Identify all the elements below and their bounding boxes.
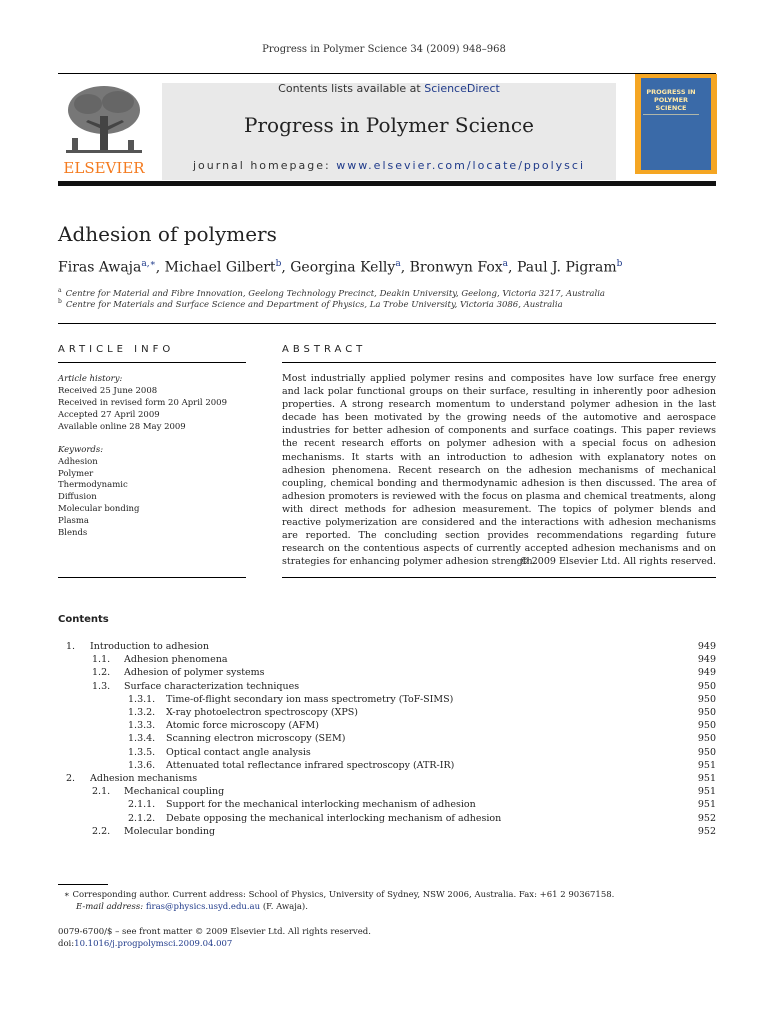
toc-page-number: 950 xyxy=(697,693,716,705)
toc-page-number: 949 xyxy=(697,654,716,666)
homepage-link[interactable]: www.elsevier.com/locate/ppolysci xyxy=(336,159,586,172)
doi-line: doi:10.1016/j.progpolymsci.2009.04.007 xyxy=(58,939,233,949)
doi-link[interactable]: 10.1016/j.progpolymsci.2009.04.007 xyxy=(74,939,233,949)
author-list: Firas Awaja$^{a,∗}$, Michael Gilbert$^b$, Georgina Kelly$^a$, Bronwyn Fox$^a$, Paul J. Pigram$^b$ xyxy=(58,259,623,276)
email-note: E-mail address: firas@physics.usyd.edu.au (F. Awaja). xyxy=(76,902,308,912)
elsevier-logo xyxy=(58,80,150,176)
toc-entry[interactable] xyxy=(0,799,768,812)
toc-number: 1.3.5. xyxy=(128,746,156,758)
article-title: Adhesion of polymers xyxy=(58,222,277,246)
keywords: Keywords: Adhesion Polymer Thermodynamic Diffusion Molecular bonding Plasma Blends xyxy=(58,445,248,539)
author-name: Paul J. Pigram xyxy=(516,259,617,276)
toc-page-number: 950 xyxy=(697,720,716,732)
article-info-heading: ARTICLE INFO xyxy=(58,344,175,355)
keyword: Adhesion xyxy=(58,456,98,467)
toc-number: 1.3.1. xyxy=(128,693,156,705)
toc-title[interactable]: Introduction to adhesion . . . xyxy=(90,641,688,652)
toc-number: 1.2. xyxy=(92,667,111,679)
history-item: Received in revised form 20 April 2009 xyxy=(58,398,227,408)
abstract-text: Most industrially applied polymer resins and composites have low surface free energy and lack polar functional groups on their surface, resulting in inherently poor adhesion properties. A strong research momentum to understand polymer adhesion in the last decade has been motivated by the growing needs of the automotive and aerospace industries for better adhesion of components and surface coatings. This paper reviews the recent research efforts on polymer adhesion with a special focus on adhesion mechanisms. It starts with an introduction to adhesion with explanatory notes on adhesion phenomena. Recent research on the adhesion mechanisms of mechanical coupling, chemical bonding and thermodynamic adhesion is then discussed. The area of adhesion promoters is reviewed with the focus on plasma and chemical treatments, along with direct methods for adhesion measurement. The topics of polymer blends and reactive polymerization are considered and the interactions with adhesion mechanisms are reported. The concluding section provides recommendations regarding future research on the contentious aspects of currently accepted adhesion mechanisms and on strategies for enhancing polymer adhesion strength. xyxy=(282,373,716,568)
toc-page-number: 951 xyxy=(697,786,716,798)
toc-entry[interactable] xyxy=(0,786,768,799)
history-item: Accepted 27 April 2009 xyxy=(58,410,160,420)
toc-entry[interactable] xyxy=(0,681,768,694)
footnote-rule xyxy=(58,884,108,885)
toc-number: 2.1.1. xyxy=(128,799,156,811)
toc-page-number: 951 xyxy=(697,759,716,771)
toc-title[interactable]: Debate opposing the mechanical interlocking mechanism of adhesion . . . xyxy=(166,813,688,824)
toc-entry[interactable] xyxy=(0,747,768,760)
keyword: Molecular bonding xyxy=(58,503,140,514)
affiliation: $^b$ Centre for Materials and Surface Science and Department of Physics, La Trobe University, Victoria 3086, Australia xyxy=(58,298,563,310)
toc-entry[interactable] xyxy=(0,707,768,720)
toc-title[interactable]: Adhesion mechanisms . . . xyxy=(90,773,688,784)
author-affil-mark[interactable]: a xyxy=(502,259,509,269)
toc-title[interactable]: Atomic force microscopy (AFM) . . . xyxy=(166,720,688,731)
toc-number: 2.1.2. xyxy=(128,812,156,824)
contents-heading: Contents xyxy=(58,614,109,625)
journal-name: Progress in Polymer Science xyxy=(244,113,534,137)
abstract-rule xyxy=(282,362,716,363)
keyword: Plasma xyxy=(58,515,89,526)
author-name: Firas Awaja xyxy=(58,259,142,276)
toc-page-number: 950 xyxy=(697,733,716,745)
article-info-bottom-rule xyxy=(58,577,246,578)
toc-number: 1. xyxy=(66,641,76,652)
article-info-rule xyxy=(58,362,246,363)
author-affil-mark[interactable]: b xyxy=(275,259,282,269)
keyword: Blends xyxy=(58,527,88,538)
toc-number: 1.1. xyxy=(92,654,111,666)
toc-title[interactable]: Time-of-flight secondary ion mass spectrometry (ToF-SIMS) . . . xyxy=(166,694,688,705)
toc-entry[interactable] xyxy=(0,720,768,733)
toc-entry[interactable] xyxy=(0,826,768,839)
history-item: Received 25 June 2008 xyxy=(58,386,158,396)
toc-number: 1.3. xyxy=(92,680,111,692)
journal-homepage: journal homepage: www.elsevier.com/locate/ppolysci xyxy=(192,159,586,172)
toc-title[interactable]: Molecular bonding . . . xyxy=(124,826,688,837)
toc-entry[interactable] xyxy=(0,654,768,667)
toc-number: 2. xyxy=(66,773,76,784)
sciencedirect-link[interactable]: ScienceDirect xyxy=(424,82,500,95)
toc-number: 1.3.3. xyxy=(128,720,156,732)
toc-title[interactable]: Scanning electron microscopy (SEM) . . . xyxy=(166,733,688,744)
author-affil-mark[interactable]: a xyxy=(395,259,401,269)
toc-number: 1.3.4. xyxy=(128,733,156,745)
toc-page-number: 952 xyxy=(697,812,716,824)
toc-title[interactable]: Adhesion of polymer systems . . . xyxy=(124,667,688,678)
toc-entry[interactable] xyxy=(0,733,768,746)
author-name: Bronwyn Fox xyxy=(409,259,503,276)
toc-entry[interactable] xyxy=(0,694,768,707)
abstract-copyright: © 2009 Elsevier Ltd. All rights reserved. xyxy=(519,556,716,567)
toc-page-number: 950 xyxy=(697,746,716,758)
toc-number: 1.3.2. xyxy=(128,707,156,718)
abstract-heading: ABSTRACT xyxy=(282,344,367,355)
toc-number: 2.2. xyxy=(92,825,111,837)
author-name: Michael Gilbert xyxy=(164,259,276,276)
toc-title[interactable]: Mechanical coupling . . . xyxy=(124,786,688,797)
contents-available-line: Contents lists available at ScienceDirect xyxy=(278,82,500,95)
toc-entry[interactable] xyxy=(0,641,768,654)
author-name: Georgina Kelly xyxy=(290,259,396,276)
cover-title: PROGRESS IN POLYMER SCIENCE xyxy=(646,88,696,112)
issn-line: 0079-6700/$ – see front matter © 2009 Elsevier Ltd. All rights reserved. xyxy=(58,927,371,937)
toc-entry[interactable] xyxy=(0,813,768,826)
publisher-name: ELSEVIER xyxy=(63,159,145,176)
toc-page-number: 950 xyxy=(697,680,716,692)
author-affil-mark[interactable]: b xyxy=(616,259,623,269)
corresponding-author-note: ∗ Corresponding author. Current address: School of Physics, University of Sydney, NSW 2006, Australia. Fax: +61 2 90367158. xyxy=(64,890,615,900)
toc-page-number: 951 xyxy=(697,799,716,811)
keyword: Diffusion xyxy=(58,492,97,503)
email-link[interactable]: firas@physics.usyd.edu.au xyxy=(145,902,261,912)
keyword: Polymer xyxy=(58,468,94,479)
toc-page-number: 949 xyxy=(697,667,716,679)
section-rule xyxy=(58,323,716,324)
author-affil-mark[interactable]: a,∗ xyxy=(141,259,156,269)
header-top-rule xyxy=(58,73,716,74)
toc-title[interactable]: Optical contact angle analysis . . . xyxy=(166,747,688,758)
journal-cover-image xyxy=(635,74,717,174)
running-citation: Progress in Polymer Science 34 (2009) 948–968 xyxy=(262,44,506,55)
header-thick-rule xyxy=(58,181,716,186)
toc-page-number: 949 xyxy=(697,641,716,652)
article-history: Article history: Received 25 June 2008 Received in revised form 20 April 2009 Accepted 27 April 2009 Available online 28 May 2009 xyxy=(58,373,248,433)
toc-page-number: 950 xyxy=(697,707,716,718)
toc-title[interactable]: Support for the mechanical interlocking mechanism of adhesion . . . xyxy=(166,799,688,810)
toc-title[interactable]: Surface characterization techniques . . . xyxy=(124,681,688,692)
toc-entry[interactable] xyxy=(0,773,768,786)
keyword: Thermodynamic xyxy=(58,480,128,491)
toc-entry[interactable] xyxy=(0,667,768,680)
toc-page-number: 952 xyxy=(697,825,716,837)
toc-number: 2.1. xyxy=(92,786,111,798)
toc-title[interactable]: X-ray photoelectron spectroscopy (XPS) . . . xyxy=(166,707,688,718)
toc-title[interactable]: Adhesion phenomena . . . xyxy=(124,654,688,665)
toc-title[interactable]: Attenuated total reflectance infrared spectroscopy (ATR-IR) . . . xyxy=(166,760,688,771)
toc-entry[interactable] xyxy=(0,760,768,773)
toc-page-number: 951 xyxy=(697,773,716,784)
abstract-bottom-rule xyxy=(282,577,716,578)
affiliation: $^a$ Centre for Material and Fibre Innovation, Geelong Technology Precinct, Deakin University, Geelong, Victoria 3217, Australia xyxy=(58,287,605,299)
history-item: Available online 28 May 2009 xyxy=(58,422,186,432)
toc-number: 1.3.6. xyxy=(128,759,156,771)
